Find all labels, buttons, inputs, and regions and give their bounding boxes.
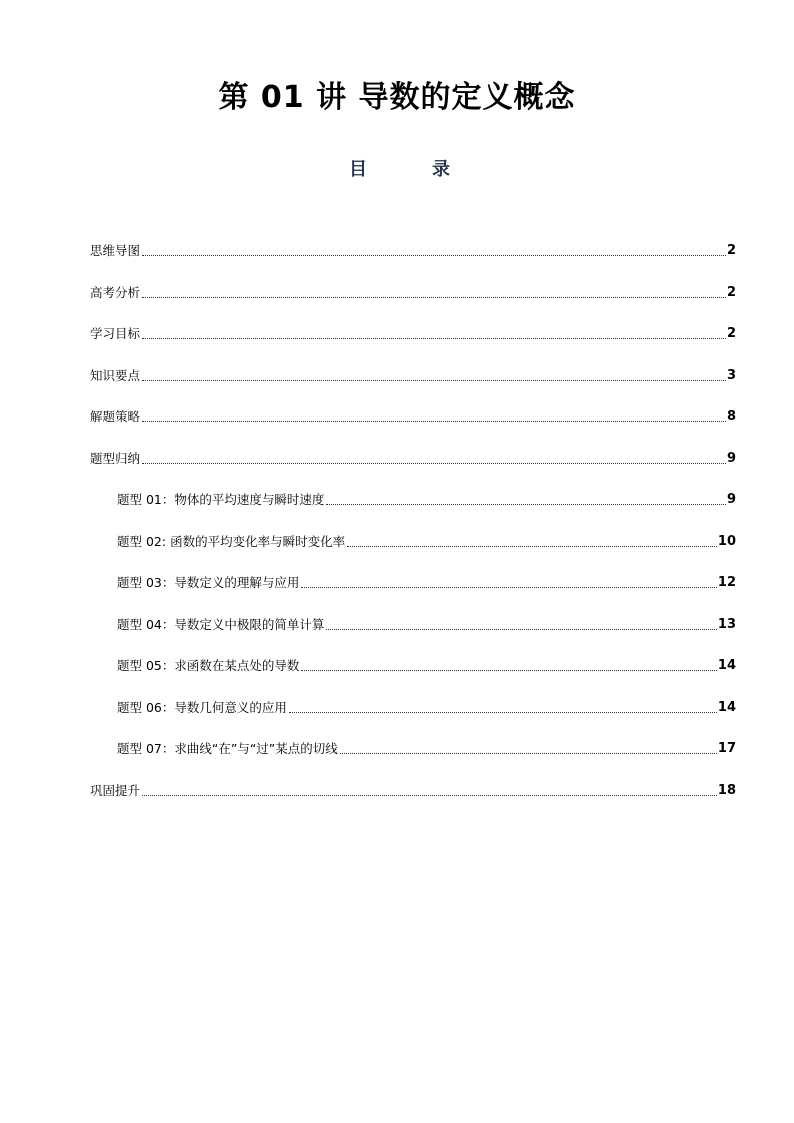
toc-entry-page: 18 xyxy=(717,782,736,798)
dot-leader xyxy=(142,379,726,381)
toc-entry-page: 2 xyxy=(726,284,736,300)
toc-entry-label: 题型 05：求函数在某点处的导数 xyxy=(117,658,300,673)
toc-entry-label: 题型 07：求曲线“在”与“过”某点的切线 xyxy=(117,741,338,756)
toc-heading-char-1: 目 xyxy=(349,159,367,180)
toc-entry-page: 3 xyxy=(726,367,736,383)
toc-entry-page: 9 xyxy=(726,492,736,507)
dot-leader xyxy=(301,586,717,588)
toc-entry-label: 题型 04：导数定义中极限的简单计算 xyxy=(117,616,325,632)
toc-entry-label: 题型归纳 xyxy=(90,450,141,466)
toc-entry-type-05[interactable] xyxy=(0,655,794,697)
toc-entry-page: 12 xyxy=(717,575,736,590)
toc-entry-mind-map[interactable] xyxy=(0,240,794,282)
toc-entry-label: 题型 01：物体的平均速度与瞬时速度 xyxy=(117,492,325,507)
toc-entry-label: 学习目标 xyxy=(90,326,141,341)
toc-entry-consolidation[interactable] xyxy=(0,780,794,822)
toc-entry-page: 13 xyxy=(717,616,736,632)
toc-entry-type-02[interactable] xyxy=(0,531,794,573)
dot-leader xyxy=(347,545,717,547)
toc-entry-page: 8 xyxy=(726,409,736,424)
toc-entry-label: 题型 02: 函数的平均变化率与瞬时变化率 xyxy=(117,533,346,549)
toc-entry-label: 思维导图 xyxy=(90,243,141,258)
dot-leader xyxy=(142,296,726,298)
dot-leader xyxy=(301,669,717,671)
toc-heading-char-2: 录 xyxy=(432,159,450,180)
toc-entry-label: 解题策略 xyxy=(90,409,141,424)
toc-entry-strategies[interactable] xyxy=(0,406,794,448)
toc-entry-label: 题型 06：导数几何意义的应用 xyxy=(117,699,287,715)
dot-leader xyxy=(142,337,726,339)
dot-leader xyxy=(340,752,717,754)
toc-entry-key-points[interactable] xyxy=(0,365,794,407)
toc-entry-problem-types[interactable] xyxy=(0,448,794,490)
toc-entry-page: 9 xyxy=(726,450,736,466)
toc-entry-type-03[interactable] xyxy=(0,572,794,614)
dot-leader xyxy=(142,462,726,464)
toc-entry-label: 巩固提升 xyxy=(90,782,141,798)
toc-entry-page: 2 xyxy=(726,326,736,341)
dot-leader xyxy=(326,628,717,630)
dot-leader xyxy=(142,794,717,796)
toc-entry-type-07[interactable] xyxy=(0,738,794,780)
dot-leader xyxy=(142,420,726,422)
toc-entry-learning-goals[interactable] xyxy=(0,323,794,365)
toc-entry-type-06[interactable] xyxy=(0,697,794,739)
toc-entry-label: 高考分析 xyxy=(90,284,141,300)
toc-entry-label: 知识要点 xyxy=(90,367,141,383)
toc-entry-page: 14 xyxy=(717,699,736,715)
toc-entry-page: 2 xyxy=(726,243,736,258)
toc-heading xyxy=(0,157,794,183)
dot-leader xyxy=(289,711,717,713)
toc-entry-label: 题型 03：导数定义的理解与应用 xyxy=(117,575,300,590)
dot-leader xyxy=(142,254,726,256)
toc-entry-page: 10 xyxy=(717,533,736,549)
toc-entry-page: 14 xyxy=(717,658,736,673)
page-title: 第 01 讲 导数的定义概念 xyxy=(218,80,576,115)
table-of-contents xyxy=(0,240,794,821)
toc-entry-page: 17 xyxy=(717,741,736,756)
toc-entry-exam-analysis[interactable] xyxy=(0,282,794,324)
toc-entry-type-04[interactable] xyxy=(0,614,794,656)
toc-entry-type-01[interactable] xyxy=(0,489,794,531)
dot-leader xyxy=(326,503,726,505)
